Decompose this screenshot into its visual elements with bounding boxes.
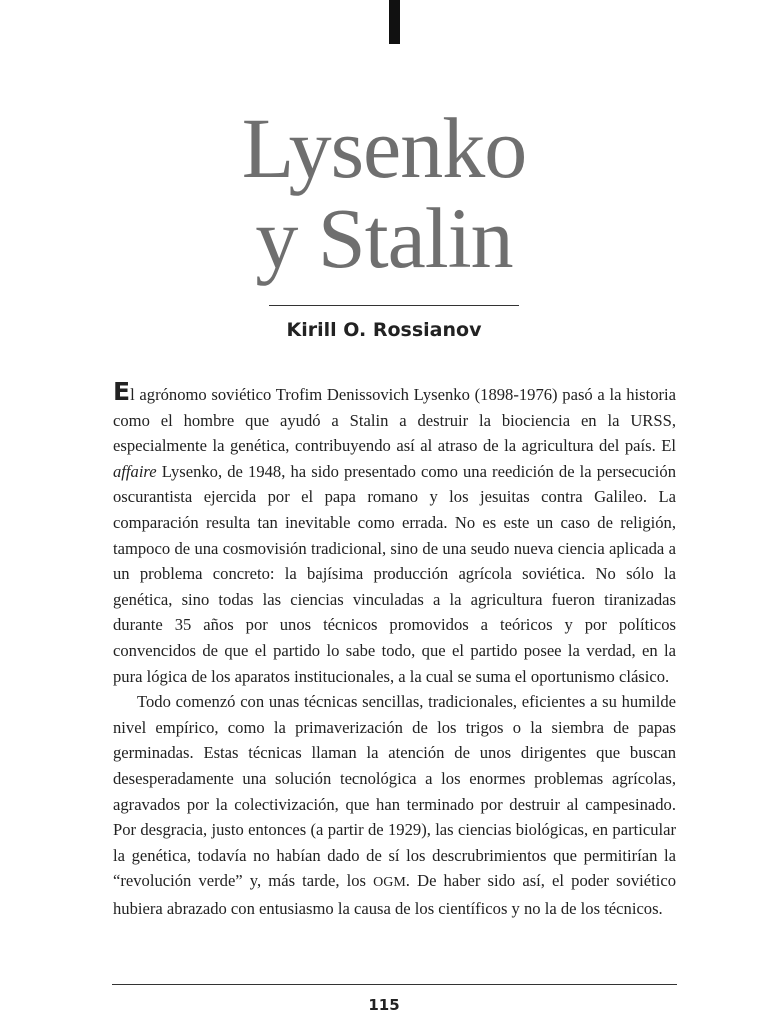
italic-word: affaire <box>113 461 157 481</box>
title-divider <box>269 305 519 306</box>
page-number: 115 <box>368 996 400 1014</box>
article-title-line-1: Lysenko <box>241 100 527 196</box>
paragraph-2-text-b: . De haber sido así, el poder soviético hubiera abrazado con entusiasmo la causa de los científicos y no la de los técnicos. <box>113 871 676 918</box>
paragraph-1-text-b: Lysenko, de 1948, ha sido presentado como una reedición de la persecución oscurantista ejercida por el papa romano y los jesuitas contra Galileo. La comparación resulta tan inevitable como errada. No es este un caso de religión, tampoco de una cosmovisión tradicional, sino de una seudo nueva ciencia aplicada a un problema concreto: la bajísima producción agrícola soviética. No sólo la genética, sino todas las ciencias vinculadas a la agricultura fueron tiranizadas durante 35 años por unos técnicos promovidos a teóricos y por políticos convencidos de que el partido lo sabe todo, que el partido posee la verdad, en la pura lógica de los aparatos institucionales, a la cual se suma el oportunismo clásico. <box>113 461 676 686</box>
paragraph-1-text-a: l agrónomo soviético Trofim Denissovich Lysenko (1898-1976) pasó a la historia como el hombre que ayudó a Stalin a destruir la biociencia en la URSS, especialmente la genética, contribuyendo así al atraso de la agricultura del país. El <box>113 385 676 456</box>
small-caps-abbreviation: OGM <box>373 875 406 891</box>
drop-cap: E <box>113 377 131 406</box>
author-name: Kirill O. Rossianov <box>286 319 482 341</box>
top-edge-mark <box>389 0 400 44</box>
article-title-line-2: y Stalin <box>255 190 513 286</box>
paragraph-1 <box>113 377 676 689</box>
footer-divider <box>112 984 677 985</box>
article-body <box>113 377 676 921</box>
paragraph-2-text-a: Todo comenzó con unas técnicas sencillas, tradicionales, eficientes a su humilde nivel empírico, como la primaverización de los trigos o la siembra de papas germinadas. Estas técnicas llaman la atención de unos dirigentes que buscan desesperadamente una solución tecnológica a los enormes problemas agrícolas, agravados por la colectivización, que han terminado por destruir al campesinado. Por desgracia, justo entonces (a partir de 1929), las ciencias biológicas, en particular la genética, todavía no habían dado de sí los descrubrimientos que permitirían la “revolución verde” y, más tarde, los <box>113 692 676 891</box>
paragraph-2 <box>113 689 676 921</box>
